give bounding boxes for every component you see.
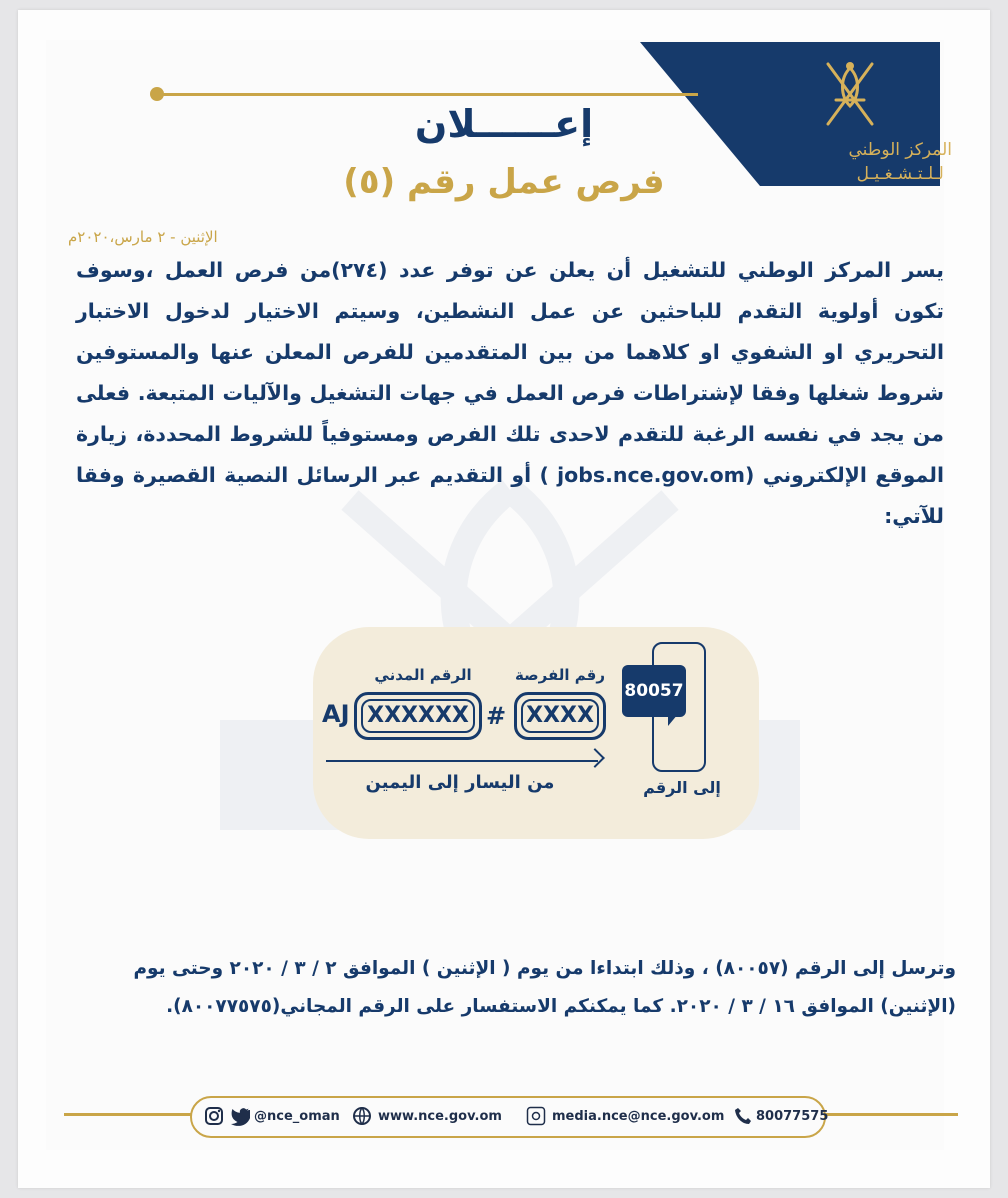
phone-call-icon (734, 1106, 754, 1126)
announcement-body: يسر المركز الوطني للتشغيل أن يعلن عن توفر عدد (٢٧٤)من فرص العمل ،وسوف تكون أولوية التقدم للباحثين عن عمل النشطين، وسيتم الاختيار لدخول الاختبار التحريري او الشفوي او كلاهما من بين المتقدمين للفرص المعلن عنها والمستوفين شروط شغلها وفقا لإشتراطات فرص العمل في جهات التشغيل والآليات المتبعة. فعلى من يجد في نفسه الرغبة للتقدم لاحدى تلك الفرص ومستوفياً للشروط المحددة، زيارة الموقع الإلكتروني (jobs.nce.gov.om ) أو التقديم عبر الرسائل النصية القصيرة وفقا للآتي: (76, 258, 944, 528)
civil-number-value: XXXXXX (361, 699, 475, 733)
globe-icon (352, 1106, 372, 1126)
sms-prefix: AJ (322, 700, 350, 728)
page-title: إعــــــلان (414, 102, 594, 146)
instagram-icon[interactable] (204, 1106, 224, 1126)
announcement-date: الإثنين - ٢ مارس،٢٠٢٠م (68, 228, 218, 246)
to-number-label: إلى الرقم (643, 778, 721, 797)
civil-number-label: الرقم المدني (374, 666, 472, 684)
opportunity-number-label: رقم الفرصة (515, 666, 605, 684)
opportunity-number-field (514, 692, 606, 740)
sms-number-bubble: 80057 (622, 665, 686, 717)
opportunity-number-value: XXXX (521, 699, 599, 733)
direction-arrow-line (326, 760, 598, 762)
bubble-tail-icon (668, 714, 678, 726)
direction-label: من اليسار إلى اليمين (365, 772, 555, 793)
page-subtitle: فرص عمل رقم (٥) (343, 162, 665, 202)
logo-line: لـلـتـشـغـيـل (856, 164, 944, 184)
logo-line: المركز الوطني (848, 140, 952, 160)
social-handle[interactable]: @nce_oman (254, 1109, 340, 1124)
civil-number-field (354, 692, 482, 740)
email-icon (526, 1106, 546, 1126)
twitter-icon[interactable] (230, 1106, 250, 1126)
website-link[interactable]: www.nce.gov.om (378, 1109, 502, 1124)
closing-line: (الإثنين) الموافق ١٦ / ٣ / ٢٠٢٠. كما يمكنكم الاستفسار على الرقم المجاني(٨٠٠٧٧٥٧٥). (166, 996, 956, 1017)
phone-number[interactable]: 80077575 (756, 1109, 829, 1124)
closing-line: وترسل إلى الرقم (٨٠٠٥٧) ، وذلك ابتداءا من يوم ( الإثنين ) الموافق ٢ / ٣ / ٢٠٢٠ وحتى يوم (133, 958, 956, 979)
closing-text (66, 950, 956, 1026)
gold-divider (158, 93, 698, 96)
hash-separator: # (486, 702, 507, 730)
email-link[interactable]: media.nce@nce.gov.om (552, 1109, 725, 1124)
